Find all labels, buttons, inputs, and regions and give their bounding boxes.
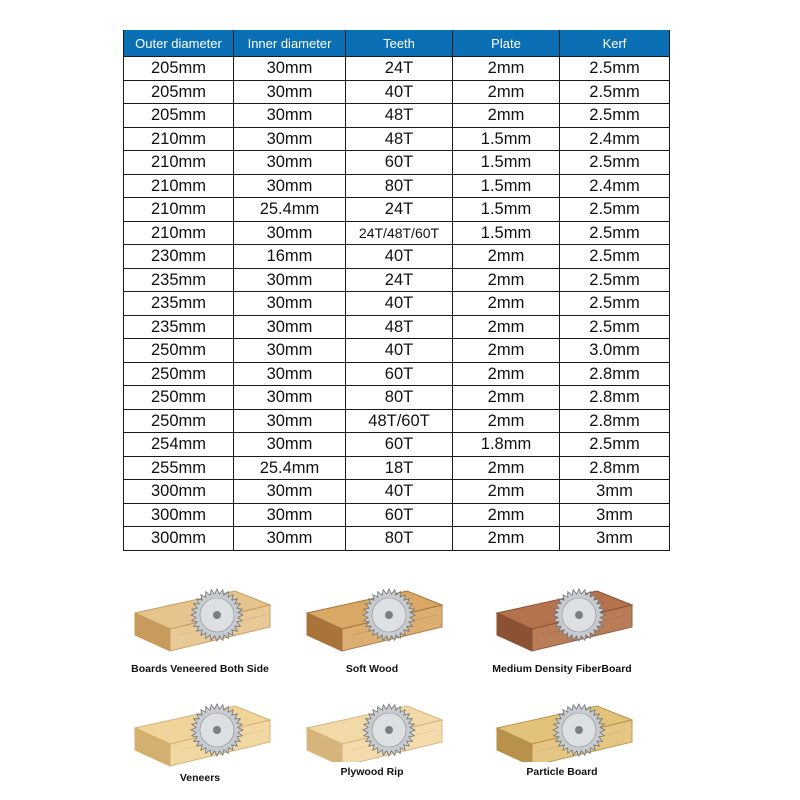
cell-plate: 2mm bbox=[453, 480, 560, 504]
cell-inner-diameter: 30mm bbox=[234, 503, 346, 527]
cell-kerf: 3mm bbox=[560, 480, 670, 504]
cell-plate: 2mm bbox=[453, 503, 560, 527]
application-label: Boards Veneered Both Side bbox=[131, 663, 269, 675]
cell-teeth: 60T bbox=[346, 433, 453, 457]
cell-inner-diameter: 30mm bbox=[234, 527, 346, 551]
cell-plate: 1.5mm bbox=[453, 151, 560, 175]
cell-outer-diameter: 300mm bbox=[124, 480, 234, 504]
cell-outer-diameter: 250mm bbox=[124, 362, 234, 386]
cell-teeth: 24T bbox=[346, 57, 453, 81]
cell-kerf: 2.8mm bbox=[560, 456, 670, 480]
cell-outer-diameter: 205mm bbox=[124, 104, 234, 128]
cell-kerf: 3.0mm bbox=[560, 339, 670, 363]
cell-teeth: 40T bbox=[346, 245, 453, 269]
table-row bbox=[124, 527, 670, 551]
cell-inner-diameter: 25.4mm bbox=[234, 198, 346, 222]
cell-plate: 2mm bbox=[453, 292, 560, 316]
cell-teeth: 40T bbox=[346, 80, 453, 104]
application-item bbox=[272, 698, 472, 778]
cell-plate: 2mm bbox=[453, 57, 560, 81]
cell-teeth: 48T bbox=[346, 104, 453, 128]
cell-kerf: 2.5mm bbox=[560, 292, 670, 316]
cell-inner-diameter: 25.4mm bbox=[234, 456, 346, 480]
table-row bbox=[124, 221, 670, 245]
cell-inner-diameter: 30mm bbox=[234, 104, 346, 128]
cell-kerf: 2.5mm bbox=[560, 268, 670, 292]
table-row bbox=[124, 151, 670, 175]
soft-wood-icon bbox=[297, 583, 447, 659]
cell-outer-diameter: 235mm bbox=[124, 315, 234, 339]
cell-outer-diameter: 300mm bbox=[124, 503, 234, 527]
cell-outer-diameter: 210mm bbox=[124, 221, 234, 245]
plywood-icon bbox=[297, 698, 447, 762]
cell-plate: 1.5mm bbox=[453, 174, 560, 198]
cell-outer-diameter: 235mm bbox=[124, 268, 234, 292]
cell-kerf: 2.5mm bbox=[560, 57, 670, 81]
application-item bbox=[462, 583, 662, 675]
veneers-icon bbox=[125, 698, 275, 768]
cell-plate: 2mm bbox=[453, 104, 560, 128]
cell-kerf: 2.5mm bbox=[560, 80, 670, 104]
cell-outer-diameter: 210mm bbox=[124, 174, 234, 198]
cell-teeth: 60T bbox=[346, 362, 453, 386]
cell-inner-diameter: 30mm bbox=[234, 292, 346, 316]
cell-plate: 2mm bbox=[453, 456, 560, 480]
cell-plate: 1.8mm bbox=[453, 433, 560, 457]
cell-inner-diameter: 16mm bbox=[234, 245, 346, 269]
cell-inner-diameter: 30mm bbox=[234, 127, 346, 151]
cell-kerf: 2.5mm bbox=[560, 221, 670, 245]
table-header-row bbox=[124, 30, 670, 57]
cell-outer-diameter: 250mm bbox=[124, 409, 234, 433]
cell-teeth: 60T bbox=[346, 151, 453, 175]
cell-kerf: 2.5mm bbox=[560, 315, 670, 339]
cell-kerf: 2.5mm bbox=[560, 151, 670, 175]
cell-outer-diameter: 205mm bbox=[124, 57, 234, 81]
cell-teeth: 48T bbox=[346, 127, 453, 151]
application-item bbox=[100, 583, 300, 675]
cell-outer-diameter: 210mm bbox=[124, 127, 234, 151]
cell-teeth: 24T bbox=[346, 198, 453, 222]
cell-outer-diameter: 235mm bbox=[124, 292, 234, 316]
header-inner-diameter: Inner diameter bbox=[234, 30, 346, 57]
cell-plate: 1.5mm bbox=[453, 221, 560, 245]
cell-inner-diameter: 30mm bbox=[234, 433, 346, 457]
application-label: Plywood Rip bbox=[340, 766, 404, 778]
cell-inner-diameter: 30mm bbox=[234, 80, 346, 104]
particle-board-icon bbox=[487, 698, 637, 762]
table-row bbox=[124, 339, 670, 363]
cell-plate: 2mm bbox=[453, 245, 560, 269]
table-row bbox=[124, 174, 670, 198]
table-row bbox=[124, 456, 670, 480]
cell-kerf: 2.5mm bbox=[560, 245, 670, 269]
cell-outer-diameter: 300mm bbox=[124, 527, 234, 551]
cell-plate: 2mm bbox=[453, 339, 560, 363]
application-label: Veneers bbox=[179, 772, 221, 784]
cell-plate: 2mm bbox=[453, 362, 560, 386]
cell-plate: 2mm bbox=[453, 409, 560, 433]
table-row bbox=[124, 433, 670, 457]
table-row bbox=[124, 292, 670, 316]
cell-outer-diameter: 210mm bbox=[124, 151, 234, 175]
application-label: Particle Board bbox=[526, 766, 598, 778]
table-row bbox=[124, 362, 670, 386]
cell-plate: 1.5mm bbox=[453, 127, 560, 151]
table-row bbox=[124, 80, 670, 104]
cell-teeth: 24T/48T/60T bbox=[346, 221, 453, 245]
cell-plate: 2mm bbox=[453, 268, 560, 292]
cell-kerf: 2.5mm bbox=[560, 198, 670, 222]
cell-inner-diameter: 30mm bbox=[234, 57, 346, 81]
table-row bbox=[124, 386, 670, 410]
cell-teeth: 48T/60T bbox=[346, 409, 453, 433]
cell-teeth: 40T bbox=[346, 480, 453, 504]
table-row bbox=[124, 57, 670, 81]
cell-inner-diameter: 30mm bbox=[234, 315, 346, 339]
cell-kerf: 2.5mm bbox=[560, 104, 670, 128]
application-label: Medium Density FiberBoard bbox=[492, 663, 632, 675]
cell-teeth: 80T bbox=[346, 174, 453, 198]
cell-inner-diameter: 30mm bbox=[234, 362, 346, 386]
cell-plate: 2mm bbox=[453, 80, 560, 104]
cell-inner-diameter: 30mm bbox=[234, 480, 346, 504]
cell-teeth: 40T bbox=[346, 292, 453, 316]
table-row bbox=[124, 198, 670, 222]
cell-kerf: 2.4mm bbox=[560, 174, 670, 198]
table-row bbox=[124, 480, 670, 504]
cell-kerf: 2.5mm bbox=[560, 433, 670, 457]
cell-inner-diameter: 30mm bbox=[234, 386, 346, 410]
cell-teeth: 24T bbox=[346, 268, 453, 292]
cell-outer-diameter: 230mm bbox=[124, 245, 234, 269]
cell-inner-diameter: 30mm bbox=[234, 339, 346, 363]
cell-plate: 2mm bbox=[453, 527, 560, 551]
cell-plate: 2mm bbox=[453, 386, 560, 410]
cell-outer-diameter: 254mm bbox=[124, 433, 234, 457]
header-plate: Plate bbox=[453, 30, 560, 57]
cell-outer-diameter: 205mm bbox=[124, 80, 234, 104]
cell-inner-diameter: 30mm bbox=[234, 268, 346, 292]
cell-kerf: 3mm bbox=[560, 503, 670, 527]
cell-teeth: 60T bbox=[346, 503, 453, 527]
cell-outer-diameter: 250mm bbox=[124, 339, 234, 363]
cell-inner-diameter: 30mm bbox=[234, 409, 346, 433]
application-item bbox=[462, 698, 662, 778]
application-item bbox=[272, 583, 472, 675]
table-row bbox=[124, 503, 670, 527]
cell-teeth: 18T bbox=[346, 456, 453, 480]
cell-inner-diameter: 30mm bbox=[234, 221, 346, 245]
cell-teeth: 48T bbox=[346, 315, 453, 339]
table-row bbox=[124, 104, 670, 128]
cell-kerf: 2.8mm bbox=[560, 362, 670, 386]
header-outer-diameter: Outer diameter bbox=[124, 30, 234, 57]
cell-kerf: 2.8mm bbox=[560, 386, 670, 410]
cell-kerf: 2.8mm bbox=[560, 409, 670, 433]
cell-outer-diameter: 255mm bbox=[124, 456, 234, 480]
cell-teeth: 80T bbox=[346, 527, 453, 551]
cell-inner-diameter: 30mm bbox=[234, 174, 346, 198]
cell-teeth: 80T bbox=[346, 386, 453, 410]
mdf-icon bbox=[487, 583, 637, 659]
header-teeth: Teeth bbox=[346, 30, 453, 57]
table-body bbox=[124, 57, 670, 551]
table-row bbox=[124, 315, 670, 339]
table-row bbox=[124, 268, 670, 292]
cell-outer-diameter: 210mm bbox=[124, 198, 234, 222]
table-row bbox=[124, 409, 670, 433]
cell-kerf: 3mm bbox=[560, 527, 670, 551]
cell-teeth: 40T bbox=[346, 339, 453, 363]
cell-plate: 1.5mm bbox=[453, 198, 560, 222]
veneered-board-icon bbox=[125, 583, 275, 659]
table-row bbox=[124, 245, 670, 269]
cell-plate: 2mm bbox=[453, 315, 560, 339]
cell-kerf: 2.4mm bbox=[560, 127, 670, 151]
application-label: Soft Wood bbox=[345, 663, 399, 675]
application-item bbox=[100, 698, 300, 784]
table-row bbox=[124, 127, 670, 151]
cell-outer-diameter: 250mm bbox=[124, 386, 234, 410]
cell-inner-diameter: 30mm bbox=[234, 151, 346, 175]
spec-table bbox=[123, 30, 670, 551]
header-kerf: Kerf bbox=[560, 30, 670, 57]
